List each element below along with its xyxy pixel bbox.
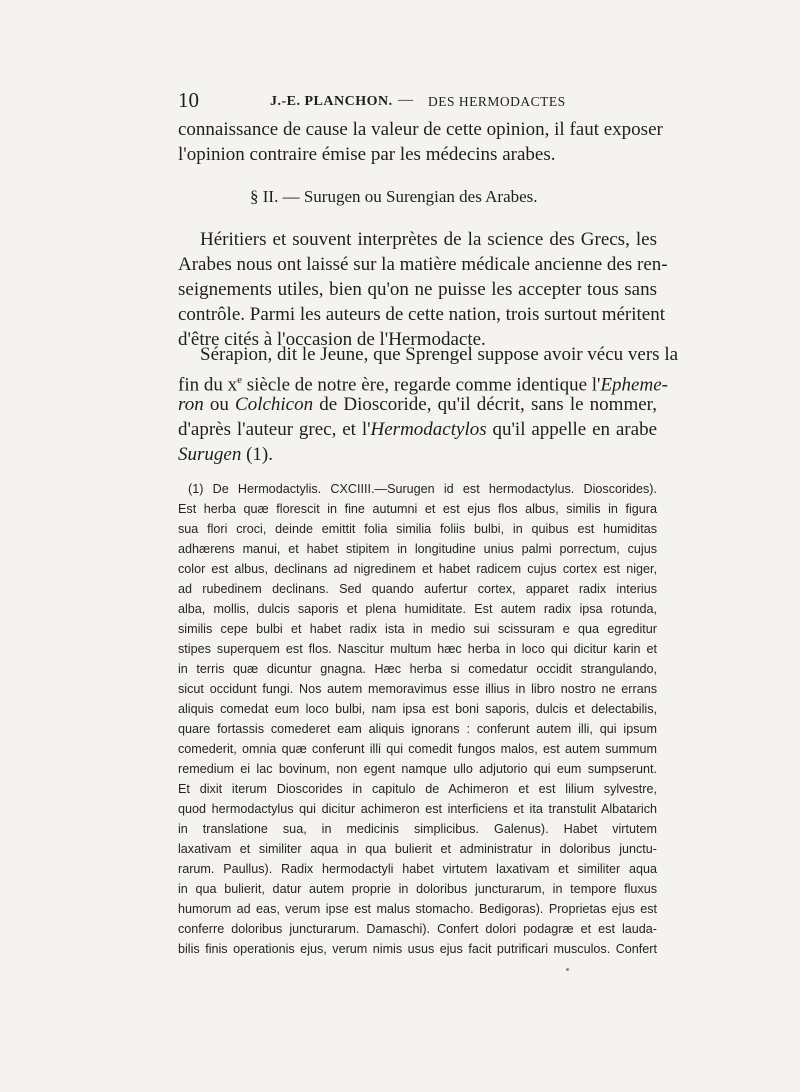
footnote-line: quod hermodactylus qui dicitur achimeron est interficiens et ita transtulit Albatarich <box>178 802 657 816</box>
footnote-line: Et dixit iterum Dioscorides in capitulo de Achimeron et est lilium sylvestre, <box>178 782 657 796</box>
text-line: Surugen (1). <box>178 444 273 465</box>
footnote-line: ad rubedinem declinans. Sed quando aufertur cortex, apparet radix interius <box>178 582 657 596</box>
footnote-line: comederit, omnia quæ conferunt illi qui comedit fungos malos, est autem summum <box>178 742 657 756</box>
footnote-line: bilis finis operationis ejus, verum nimis usus ejus facit putrificari musculos. Confert <box>178 942 657 956</box>
running-header <box>178 88 658 114</box>
text-line: Héritiers et souvent interprètes de la science des Grecs, les <box>200 229 657 250</box>
text-line: ron ou Colchicon de Dioscoride, qu'il décrit, sans le nommer, <box>178 394 657 415</box>
text-line: fin du $x^e$ siècle de notre ère, regarde comme identique l'Epheme- <box>178 374 668 396</box>
section-heading: § II. — Surugen ou Surengian des Arabes. <box>250 187 538 206</box>
text-line: contrôle. Parmi les auteurs de cette nation, trois surtout méritent <box>178 304 666 325</box>
footnote-line: adhærens manui, et habet stipitem in longitudine unius palmi porrectum, cujus <box>178 542 657 556</box>
text-line: Arabes nous ont laissé sur la matière médicale ancienne des ren- <box>178 254 668 275</box>
page-number: 10 <box>178 88 199 112</box>
footnote-line: similis cepe bulbi et habet radix ista in medio sui scissuram e qua egreditur <box>178 622 657 636</box>
footnote-line: rarum. Paullus). Radix hermodactyli habet virtutem laxativam et similiter aqua <box>178 862 657 876</box>
text-line: seignements utiles, bien qu'on ne puisse les accepter tous sans <box>178 279 657 300</box>
footnote-line: in translatione sua, in medicinis simplicibus. Galenus). Habet virtutem <box>178 822 657 836</box>
footnote-line: color est albus, declinans ad nigredinem et habet radicem cujus cortex est niger, <box>178 562 657 576</box>
footnote-line: in qua bulierit, datur autem proprie in doloribus juncturarum, in tempore fluxus <box>178 882 657 896</box>
text-line: connaissance de cause la valeur de cette opinion, il faut exposer <box>178 119 663 140</box>
ink-speck <box>566 968 569 971</box>
footnote-line: quare fortassis comederet eam aliquis ignorans : conferunt autem illi, qui ipsum <box>178 722 657 736</box>
footnote-line: stipes superquem est flos. Nascitur multum hæc herba in loco qui dicitur karin et <box>178 642 657 656</box>
text-line: Sérapion, dit le Jeune, que Sprengel suppose avoir vécu vers la <box>200 344 679 365</box>
footnote-line: in terris quæ dicuntur gnagna. Hæc herba si comedatur occidit strangulando, <box>178 662 657 676</box>
footnote-line: conferre doloribus juncturarum. Damaschi). Confert dolori podagræ et est lauda- <box>178 922 657 936</box>
footnote-line: remedium ei lac bovinum, non egent namque ullo adjutorio qui eum sumpserunt. <box>178 762 657 776</box>
header-title: DES HERMODACTES <box>428 94 566 109</box>
text-line: d'après l'auteur grec, et l'Hermodactylos qu'il appelle en arabe <box>178 419 657 440</box>
footnote-line: sicut occidunt fungi. Nos autem memoravimus esse illius in libro nostro ne errans <box>178 682 657 696</box>
footnote-line: laxativam et similiter aqua in qua bulierit et administratur in doloribus junctu- <box>178 842 657 856</box>
footnote-line: aliquis comedat eum loco bulbi, nam ipsa est boni saporis, dulcis et delectabilis, <box>178 702 657 716</box>
text-line: d'être cités à l'occasion de l'Hermodacte. <box>178 329 486 350</box>
footnote-line: alba, mollis, dulcis saporis et plena humiditate. Est autem radix ipsa rotunda, <box>178 602 657 616</box>
footnote-line: humorum ad eas, verum ipse est malus stomacho. Bedigoras). Proprietas ejus est <box>178 902 657 916</box>
header-author: J.-E. PLANCHON. <box>270 94 393 109</box>
header-separator: — <box>398 92 414 108</box>
footnote-line: Est herba quæ florescit in fine autumni et est ejus flos albus, similis in figura <box>178 502 657 516</box>
footnote-line: (1) De Hermodactylis. CXCIIII.—Surugen id est hermodactylus. Dioscorides). <box>188 482 657 496</box>
footnote-line: sua flori croci, deinde emittit folia similia foliis bulbi, in quibus est humiditas <box>178 522 657 536</box>
text-line: l'opinion contraire émise par les médecins arabes. <box>178 144 556 165</box>
